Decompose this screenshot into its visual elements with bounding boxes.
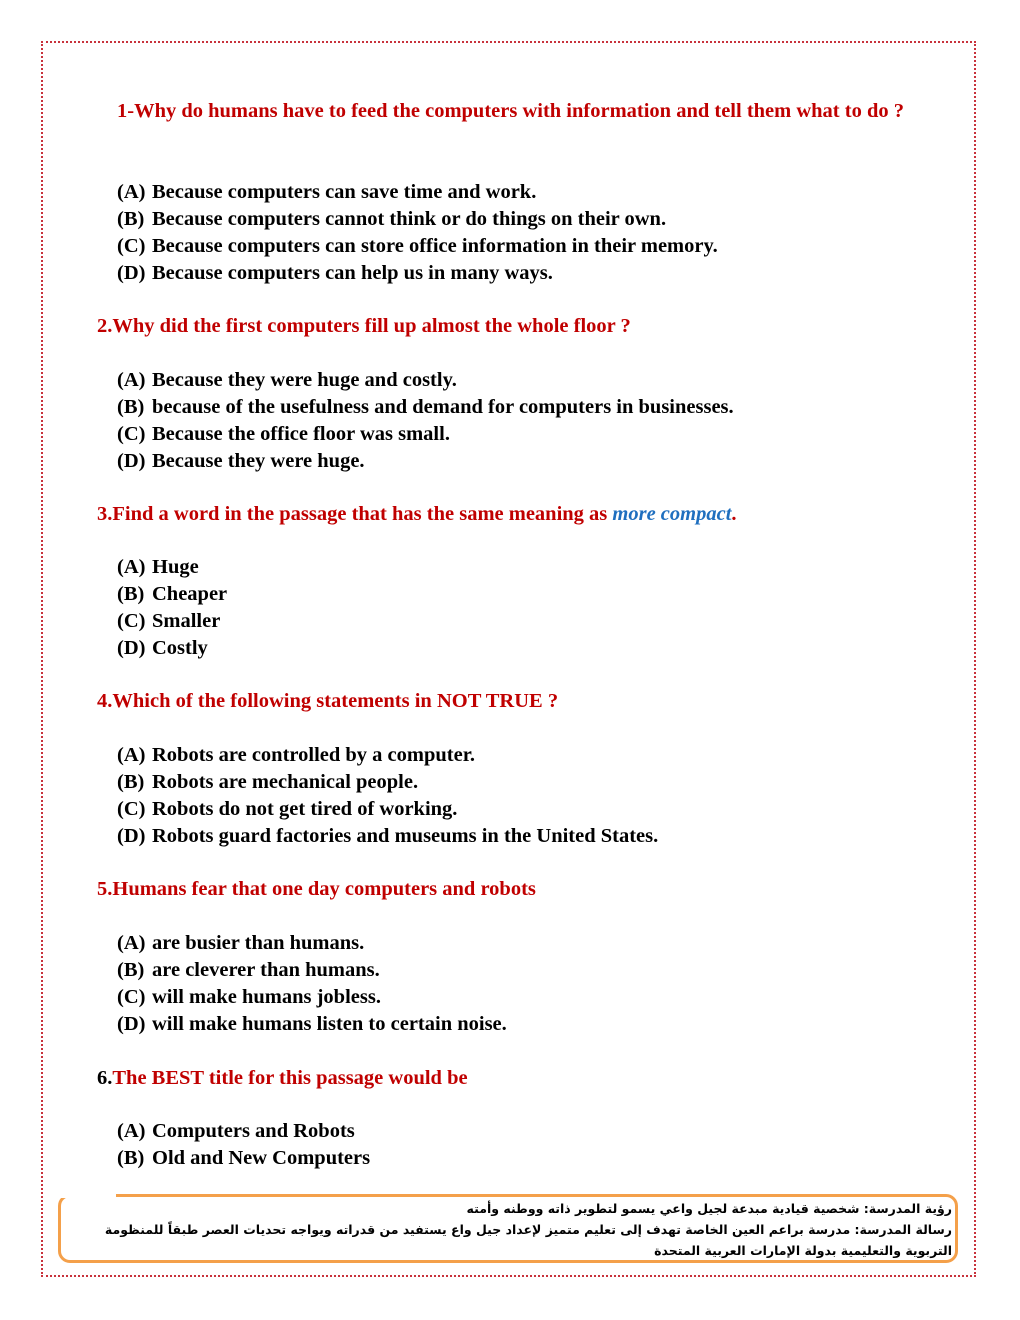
question-text: Why did the first computers fill up almost the whole floor ? xyxy=(112,315,631,337)
option-b[interactable]: (B) Robots are mechanical people. xyxy=(117,771,419,793)
question-number: 1- xyxy=(117,100,135,122)
question-3: 3.Find a word in the passage that has the same meaning as more compact. xyxy=(97,503,737,525)
option-a[interactable]: (A) Huge xyxy=(117,556,199,578)
question-number: 4. xyxy=(97,690,113,712)
question-text: Which of the following statements in NOT TRUE ? xyxy=(112,690,559,712)
option-a[interactable]: (A) Because computers can save time and work. xyxy=(117,181,537,203)
option-c[interactable]: (C) Because computers can store office information in their memory. xyxy=(117,235,718,257)
question-text: Humans fear that one day computers and robots xyxy=(112,878,536,900)
footer-box-gap xyxy=(58,1190,116,1198)
option-a[interactable]: (A) Because they were huge and costly. xyxy=(117,369,457,391)
option-c[interactable]: (C) Smaller xyxy=(117,610,221,632)
option-d[interactable]: (D) will make humans listen to certain noise. xyxy=(117,1013,507,1035)
option-d[interactable]: (D) Because they were huge. xyxy=(117,450,365,472)
emphasized-phrase: more compact xyxy=(612,503,732,525)
question-number: 5. xyxy=(97,878,113,900)
options-q4 xyxy=(117,742,658,850)
option-b[interactable]: (B) Old and New Computers xyxy=(117,1147,371,1169)
question-4 xyxy=(97,688,558,715)
options-q3 xyxy=(117,554,227,662)
option-b[interactable]: (B) because of the usefulness and demand for computers in businesses. xyxy=(117,396,734,418)
question-1 xyxy=(117,98,917,125)
question-number: 6. xyxy=(97,1067,113,1089)
question-6 xyxy=(97,1065,468,1092)
options-q6 xyxy=(117,1118,370,1172)
options-q1 xyxy=(117,179,718,287)
school-mission: رسالة المدرسة: مدرسة براعم العين الخاصة تهدف إلى تعليم متميز لإعداد جيل واع يستفيد من قدراته ويواجه تحديات العصر طبقاً للمنظومة التربوية والتعليمية بدولة الإمارات العربية المتحدة xyxy=(104,1222,952,1258)
options-q5 xyxy=(117,930,507,1038)
question-text: Why do humans have to feed the computers with information and tell them what to do ? xyxy=(134,100,904,122)
option-a[interactable]: (A) are busier than humans. xyxy=(117,932,365,954)
question-2 xyxy=(97,313,631,340)
option-c[interactable]: (C) will make humans jobless. xyxy=(117,986,381,1008)
question-5 xyxy=(97,876,536,903)
option-d[interactable]: (D) Because computers can help us in many ways. xyxy=(117,262,553,284)
option-b[interactable]: (B) are cleverer than humans. xyxy=(117,959,380,981)
options-q2 xyxy=(117,367,734,475)
school-footer xyxy=(64,1198,952,1261)
question-number: 3. xyxy=(97,503,113,525)
school-vision: رؤية المدرسة: شخصية قيادية مبدعة لجيل واعي يسمو لتطوير ذاته ووطنه وأمته xyxy=(466,1201,952,1216)
question-number: 2. xyxy=(97,315,113,337)
question-text: Find a word in the passage that has the same meaning as xyxy=(112,503,613,525)
option-c[interactable]: (C) Because the office floor was small. xyxy=(117,423,450,445)
option-a[interactable]: (A) Robots are controlled by a computer. xyxy=(117,744,476,766)
option-d[interactable]: (D) Robots guard factories and museums in the United States. xyxy=(117,825,659,847)
option-b[interactable]: (B) Because computers cannot think or do things on their own. xyxy=(117,208,667,230)
option-a[interactable]: (A) Computers and Robots xyxy=(117,1120,355,1142)
option-b[interactable]: (B) Cheaper xyxy=(117,583,228,605)
question-text: The BEST title for this passage would be xyxy=(112,1067,468,1089)
option-c[interactable]: (C) Robots do not get tired of working. xyxy=(117,798,458,820)
option-d[interactable]: (D) Costly xyxy=(117,637,208,659)
